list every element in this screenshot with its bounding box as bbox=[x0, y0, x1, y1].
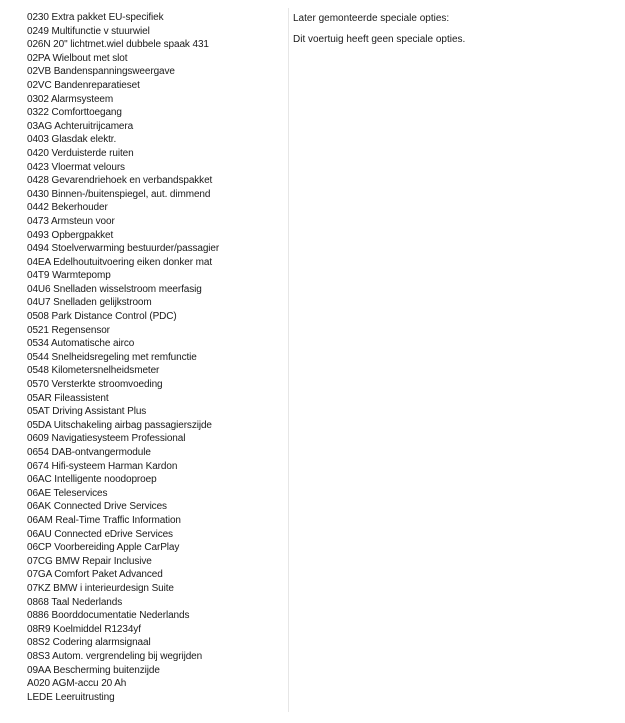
option-item: 06AU Connected eDrive Services bbox=[27, 528, 173, 540]
option-item: 05AT Driving Assistant Plus bbox=[27, 406, 147, 418]
option-item: 09AA Bescherming buitenzijde bbox=[27, 664, 160, 676]
option-item: LEDE Leeruitrusting bbox=[27, 691, 115, 703]
option-item: 04EA Edelhoutuitvoering eiken donker mat bbox=[27, 256, 213, 268]
option-item: 04U6 Snelladen wisselstroom meerfasig bbox=[27, 283, 202, 295]
option-item: 02PA Wielbout met slot bbox=[27, 52, 128, 64]
option-item: 0508 Park Distance Control (PDC) bbox=[27, 311, 177, 323]
option-item: 0430 Binnen-/buitenspiegel, aut. dimmend bbox=[27, 188, 211, 200]
option-item: 02VB Bandenspanningsweergave bbox=[27, 66, 175, 78]
option-item: 0442 Bekerhouder bbox=[27, 202, 108, 214]
option-item: 0420 Verduisterde ruiten bbox=[27, 147, 134, 159]
option-item: 08S3 Autom. vergrendeling bij wegrijden bbox=[27, 650, 203, 662]
option-item: 02VC Bandenreparatieset bbox=[27, 79, 140, 91]
option-item: 04T9 Warmtepomp bbox=[27, 270, 111, 282]
later-options-text: Dit voertuig heeft geen speciale opties. bbox=[293, 34, 466, 45]
later-options-column bbox=[293, 12, 613, 46]
option-item: 0230 Extra pakket EU-specifiek bbox=[27, 12, 164, 23]
option-item: 06AK Connected Drive Services bbox=[27, 501, 167, 513]
option-item: 08S2 Codering alarmsignaal bbox=[27, 637, 151, 649]
column-divider bbox=[288, 8, 289, 712]
option-item: 0534 Automatische airco bbox=[27, 338, 135, 350]
option-item: 0548 Kilometersnelheidsmeter bbox=[27, 365, 160, 377]
option-item: 06AC Intelligente noodoproep bbox=[27, 474, 157, 486]
option-item: 0423 Vloermat velours bbox=[27, 161, 125, 173]
option-item: 0886 Boorddocumentatie Nederlands bbox=[27, 610, 190, 622]
option-item: 06AM Real-Time Traffic Information bbox=[27, 514, 181, 526]
option-item: 0302 Alarmsysteem bbox=[27, 93, 114, 105]
option-item: 0322 Comforttoegang bbox=[27, 107, 122, 119]
option-item: 03AG Achteruitrijcamera bbox=[27, 120, 134, 132]
option-item: 06AE Teleservices bbox=[27, 487, 108, 499]
option-item: 0521 Regensensor bbox=[27, 324, 110, 336]
option-item: 04U7 Snelladen gelijkstroom bbox=[27, 297, 152, 309]
option-item: 06CP Voorbereiding Apple CarPlay bbox=[27, 542, 180, 554]
option-item: 05DA Uitschakeling airbag passagierszijde bbox=[27, 419, 212, 431]
option-item: 0473 Armsteun voor bbox=[27, 215, 115, 227]
option-item: 0428 Gevarendriehoek en verbandspakket bbox=[27, 175, 213, 187]
later-options-heading: Later gemonteerde speciale opties: bbox=[293, 13, 450, 24]
factory-options-list bbox=[27, 11, 287, 704]
option-item: 0403 Glasdak elektr. bbox=[27, 134, 117, 146]
option-item: 0654 DAB-ontvangermodule bbox=[27, 447, 151, 458]
option-item: 0674 Hifi-systeem Harman Kardon bbox=[27, 460, 178, 472]
option-item: 05AR Fileassistent bbox=[27, 392, 109, 404]
option-item: 0868 Taal Nederlands bbox=[27, 596, 123, 608]
factory-options-column bbox=[27, 11, 287, 704]
option-item: 026N 20" lichtmet.wiel dubbele spaak 431 bbox=[27, 39, 209, 51]
option-item: 0494 Stoelverwarming bestuurder/passagier bbox=[27, 243, 220, 255]
option-item: 0570 Versterkte stroomvoeding bbox=[27, 379, 163, 391]
option-item: 08R9 Koelmiddel R1234yf bbox=[27, 623, 141, 635]
option-item: 07CG BMW Repair Inclusive bbox=[27, 555, 152, 567]
option-item: 07GA Comfort Paket Advanced bbox=[27, 569, 163, 581]
option-item: A020 AGM-accu 20 Ah bbox=[27, 678, 127, 690]
option-item: 0493 Opbergpakket bbox=[27, 229, 114, 241]
option-item: 0609 Navigatiesysteem Professional bbox=[27, 433, 186, 445]
option-item: 0544 Snelheidsregeling met remfunctie bbox=[27, 351, 197, 363]
option-item: 0249 Multifunctie v stuurwiel bbox=[27, 25, 150, 37]
option-item: 07KZ BMW i interieurdesign Suite bbox=[27, 582, 174, 594]
